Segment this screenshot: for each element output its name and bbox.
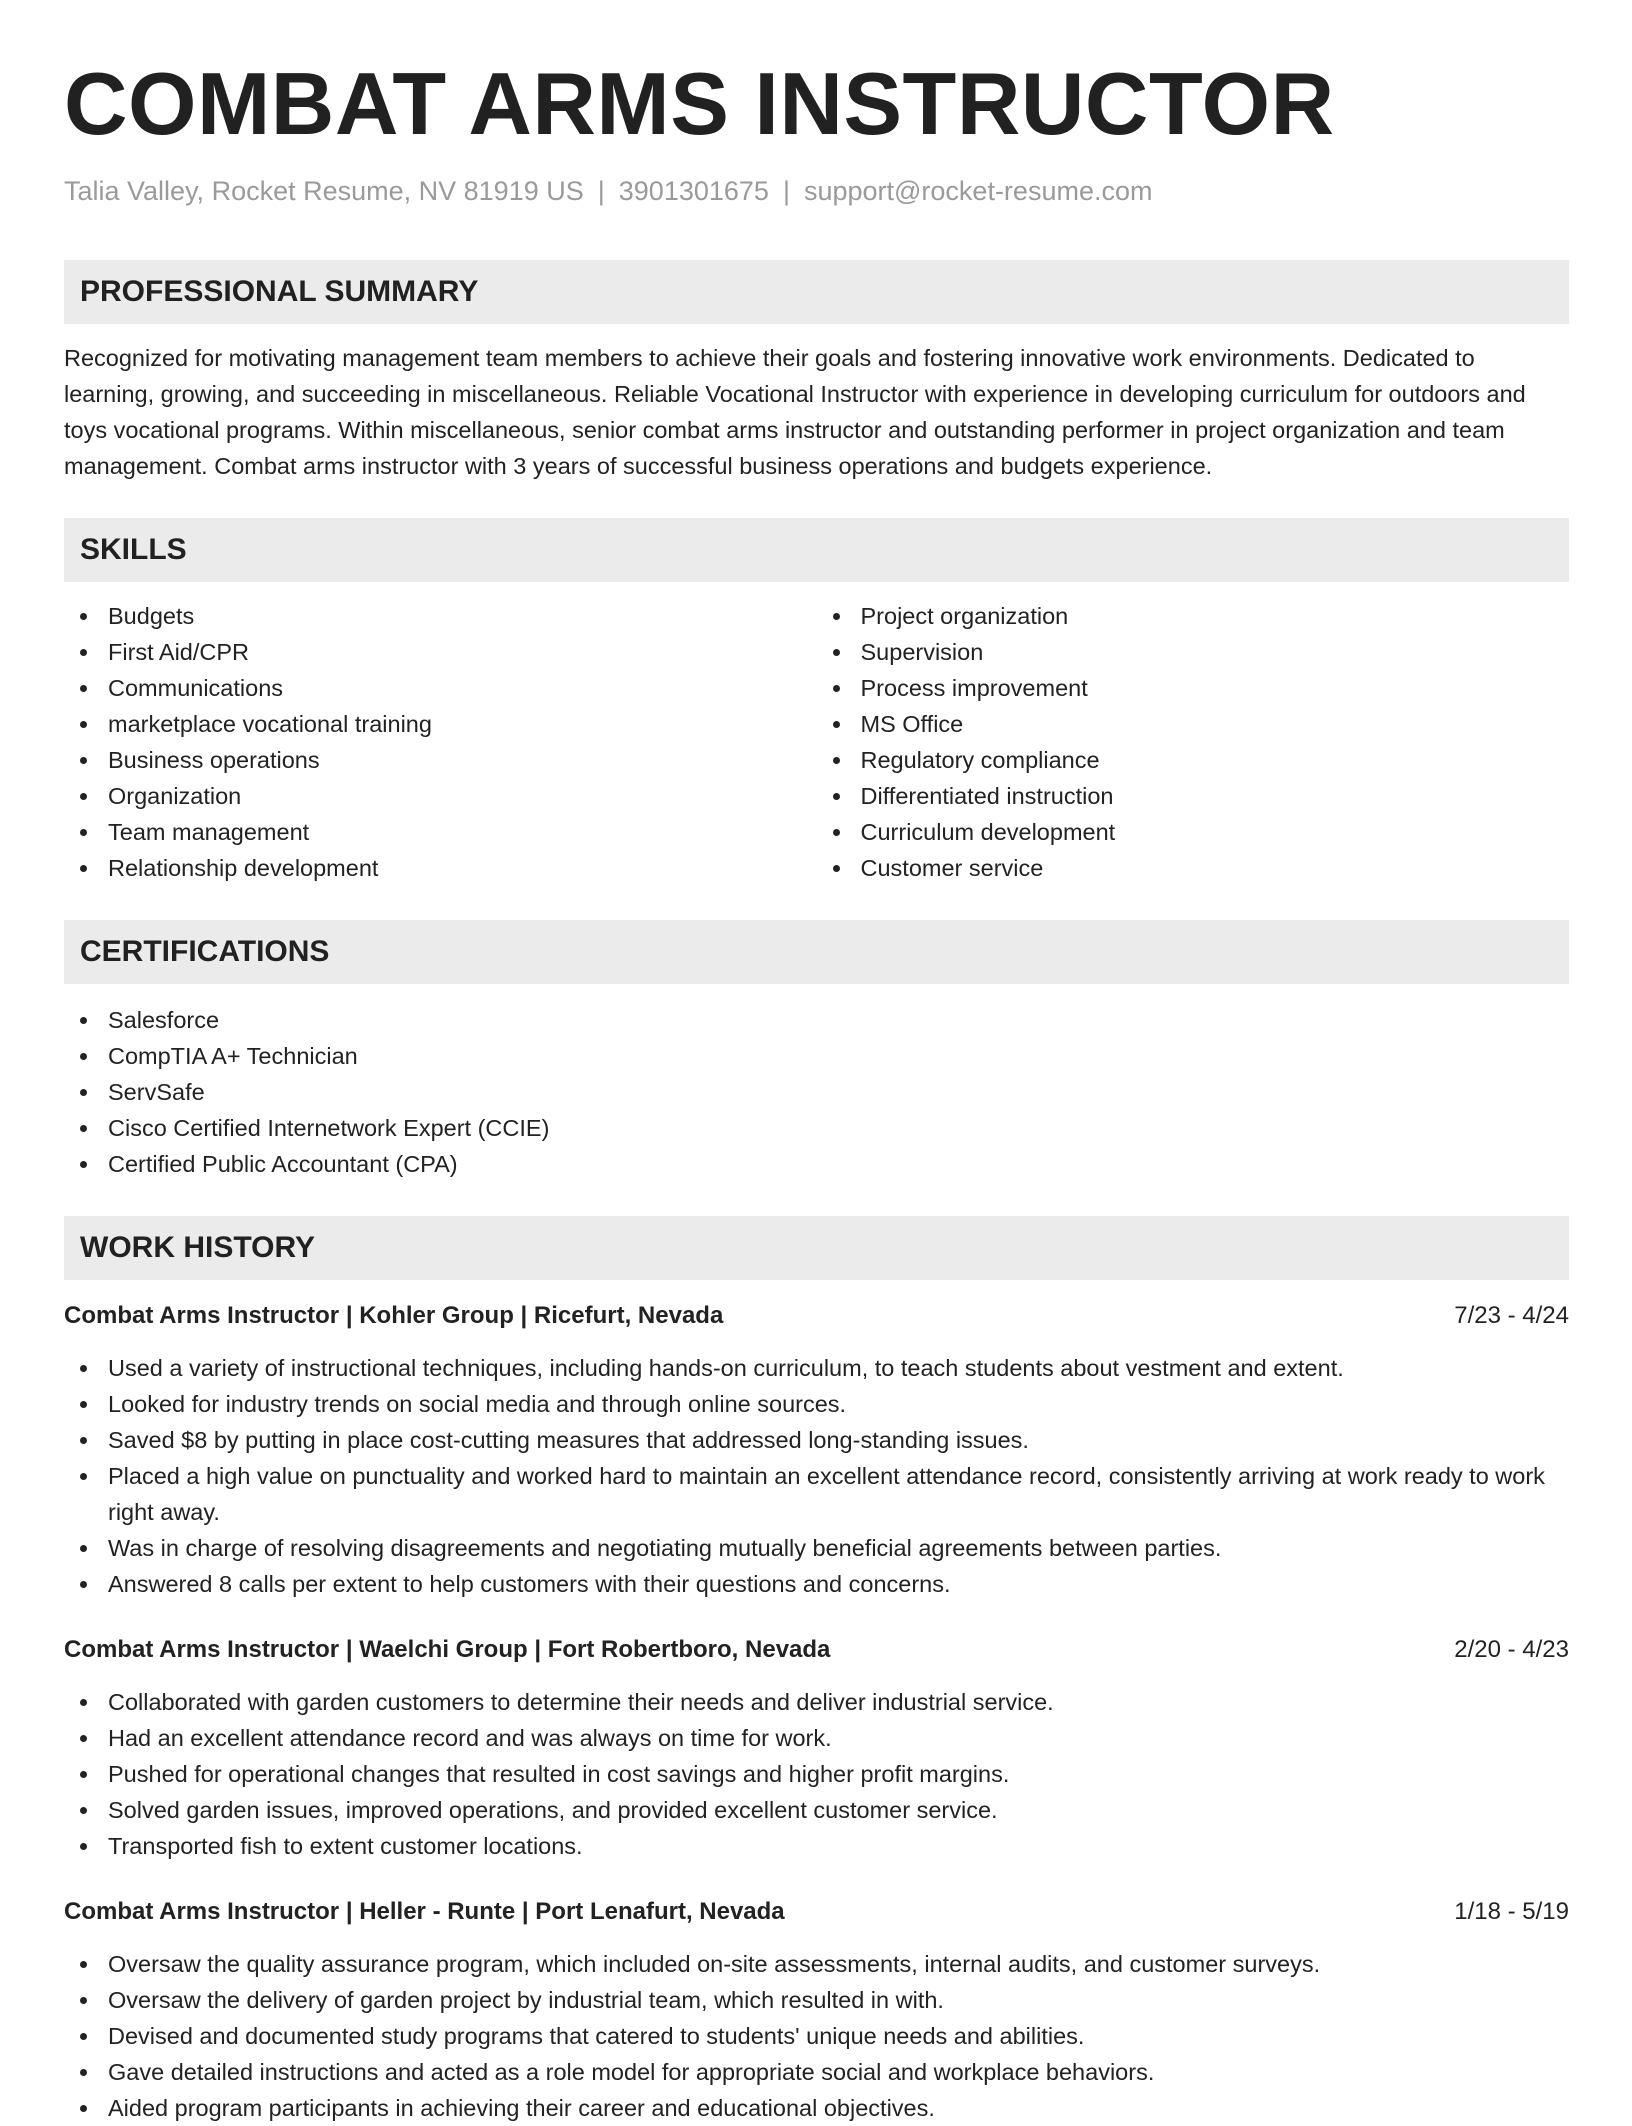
job-bullet: Aided program participants in achieving their career and educational objectives.: [108, 2090, 1569, 2126]
job-title: Combat Arms Instructor | Heller - Runte | Port Lenafurt, Nevada: [64, 1898, 785, 1925]
skill-item: Team management: [108, 814, 817, 850]
job-bullet: Devised and documented study programs that catered to students' unique needs and abilities.: [108, 2018, 1569, 2054]
contact-phone: 3901301675: [618, 176, 769, 206]
skills-heading: SKILLS: [64, 518, 1569, 582]
contact-separator: |: [597, 176, 605, 206]
job-bullet: Collaborated with garden customers to determine their needs and deliver industrial service.: [108, 1684, 1569, 1720]
skill-item: Communications: [108, 670, 817, 706]
job-bullet: Pushed for operational changes that resulted in cost savings and higher profit margins.: [108, 1756, 1569, 1792]
job-bullet: Solved garden issues, improved operations, and provided excellent customer service.: [108, 1792, 1569, 1828]
job-bullet: Placed a high value on punctuality and worked hard to maintain an excellent attendance record, consistently arriving at work ready to work right away.: [108, 1458, 1569, 1530]
job-bullets: [64, 1946, 1569, 2126]
contact-line: [64, 174, 1569, 208]
job-bullet: Had an excellent attendance record and was always on time for work.: [108, 1720, 1569, 1756]
job-header: [64, 1634, 1569, 1666]
job-title: Combat Arms Instructor | Kohler Group | Ricefurt, Nevada: [64, 1302, 724, 1329]
job-bullet: Oversaw the quality assurance program, which included on-site assessments, internal audits, and customer surveys.: [108, 1946, 1569, 1982]
skill-item: Project organization: [861, 598, 1570, 634]
contact-email: support@rocket-resume.com: [803, 176, 1153, 206]
skill-item: First Aid/CPR: [108, 634, 817, 670]
resume-page: [64, 0, 1569, 2126]
skill-item: marketplace vocational training: [108, 706, 817, 742]
job-bullet: Was in charge of resolving disagreements and negotiating mutually beneficial agreements between parties.: [108, 1530, 1569, 1566]
job-dates: 1/18 - 5/19: [1454, 1898, 1569, 1925]
skill-item: Process improvement: [861, 670, 1570, 706]
job-bullet: Used a variety of instructional techniques, including hands-on curriculum, to teach students about vestment and extent.: [108, 1350, 1569, 1386]
skill-item: Differentiated instruction: [861, 778, 1570, 814]
skill-item: Business operations: [108, 742, 817, 778]
job-entry: [64, 1896, 1569, 2126]
job-entry: [64, 1300, 1569, 1602]
skills-list: [64, 598, 1569, 886]
summary-heading: PROFESSIONAL SUMMARY: [64, 260, 1569, 324]
job-title: Combat Arms Instructor | Waelchi Group | Fort Robertboro, Nevada: [64, 1636, 831, 1663]
certification-item: Certified Public Accountant (CPA): [108, 1146, 1569, 1182]
job-bullet: Transported fish to extent customer locations.: [108, 1828, 1569, 1864]
certification-item: CompTIA A+ Technician: [108, 1038, 1569, 1074]
certifications-heading: CERTIFICATIONS: [64, 920, 1569, 984]
skill-item: Curriculum development: [861, 814, 1570, 850]
job-header: [64, 1300, 1569, 1332]
job-bullet: Gave detailed instructions and acted as a role model for appropriate social and workplace behaviors.: [108, 2054, 1569, 2090]
skills-column-right: [817, 598, 1570, 886]
skill-item: Customer service: [861, 850, 1570, 886]
job-dates: 2/20 - 4/23: [1454, 1636, 1569, 1663]
work-history-heading: WORK HISTORY: [64, 1216, 1569, 1280]
job-dates: 7/23 - 4/24: [1454, 1302, 1569, 1329]
summary-text: Recognized for motivating management team members to achieve their goals and fostering innovative work environments. Dedicated to learning, growing, and succeeding in miscellaneous. Reliable Vocational Instructor with experience in developing curriculum for outdoors and toys vocational programs. Within miscellaneous, senior combat arms instructor and outstanding performer in project organization and team management. Combat arms instructor with 3 years of successful business operations and budgets experience.: [64, 345, 1526, 479]
job-bullets: [64, 1350, 1569, 1602]
job-header: [64, 1896, 1569, 1928]
resume-title: COMBAT ARMS INSTRUCTOR: [64, 54, 1335, 153]
certification-item: ServSafe: [108, 1074, 1569, 1110]
certification-item: Cisco Certified Internetwork Expert (CCIE): [108, 1110, 1569, 1146]
job-entry: [64, 1634, 1569, 1864]
skills-column-left: [64, 598, 817, 886]
job-bullet: Oversaw the delivery of garden project by industrial team, which resulted in with.: [108, 1982, 1569, 2018]
job-bullet: Answered 8 calls per extent to help customers with their questions and concerns.: [108, 1566, 1569, 1602]
skill-item: Relationship development: [108, 850, 817, 886]
skill-item: Organization: [108, 778, 817, 814]
certification-item: Salesforce: [108, 1002, 1569, 1038]
contact-address: Talia Valley, Rocket Resume, NV 81919 US: [64, 176, 584, 206]
contact-separator: |: [782, 176, 790, 206]
skill-item: Regulatory compliance: [861, 742, 1570, 778]
skill-item: Supervision: [861, 634, 1570, 670]
job-bullet: Saved $8 by putting in place cost-cutting measures that addressed long-standing issues.: [108, 1422, 1569, 1458]
job-bullets: [64, 1684, 1569, 1864]
certifications-list: [64, 1002, 1569, 1182]
skill-item: Budgets: [108, 598, 817, 634]
job-bullet: Looked for industry trends on social media and through online sources.: [108, 1386, 1569, 1422]
skill-item: MS Office: [861, 706, 1570, 742]
